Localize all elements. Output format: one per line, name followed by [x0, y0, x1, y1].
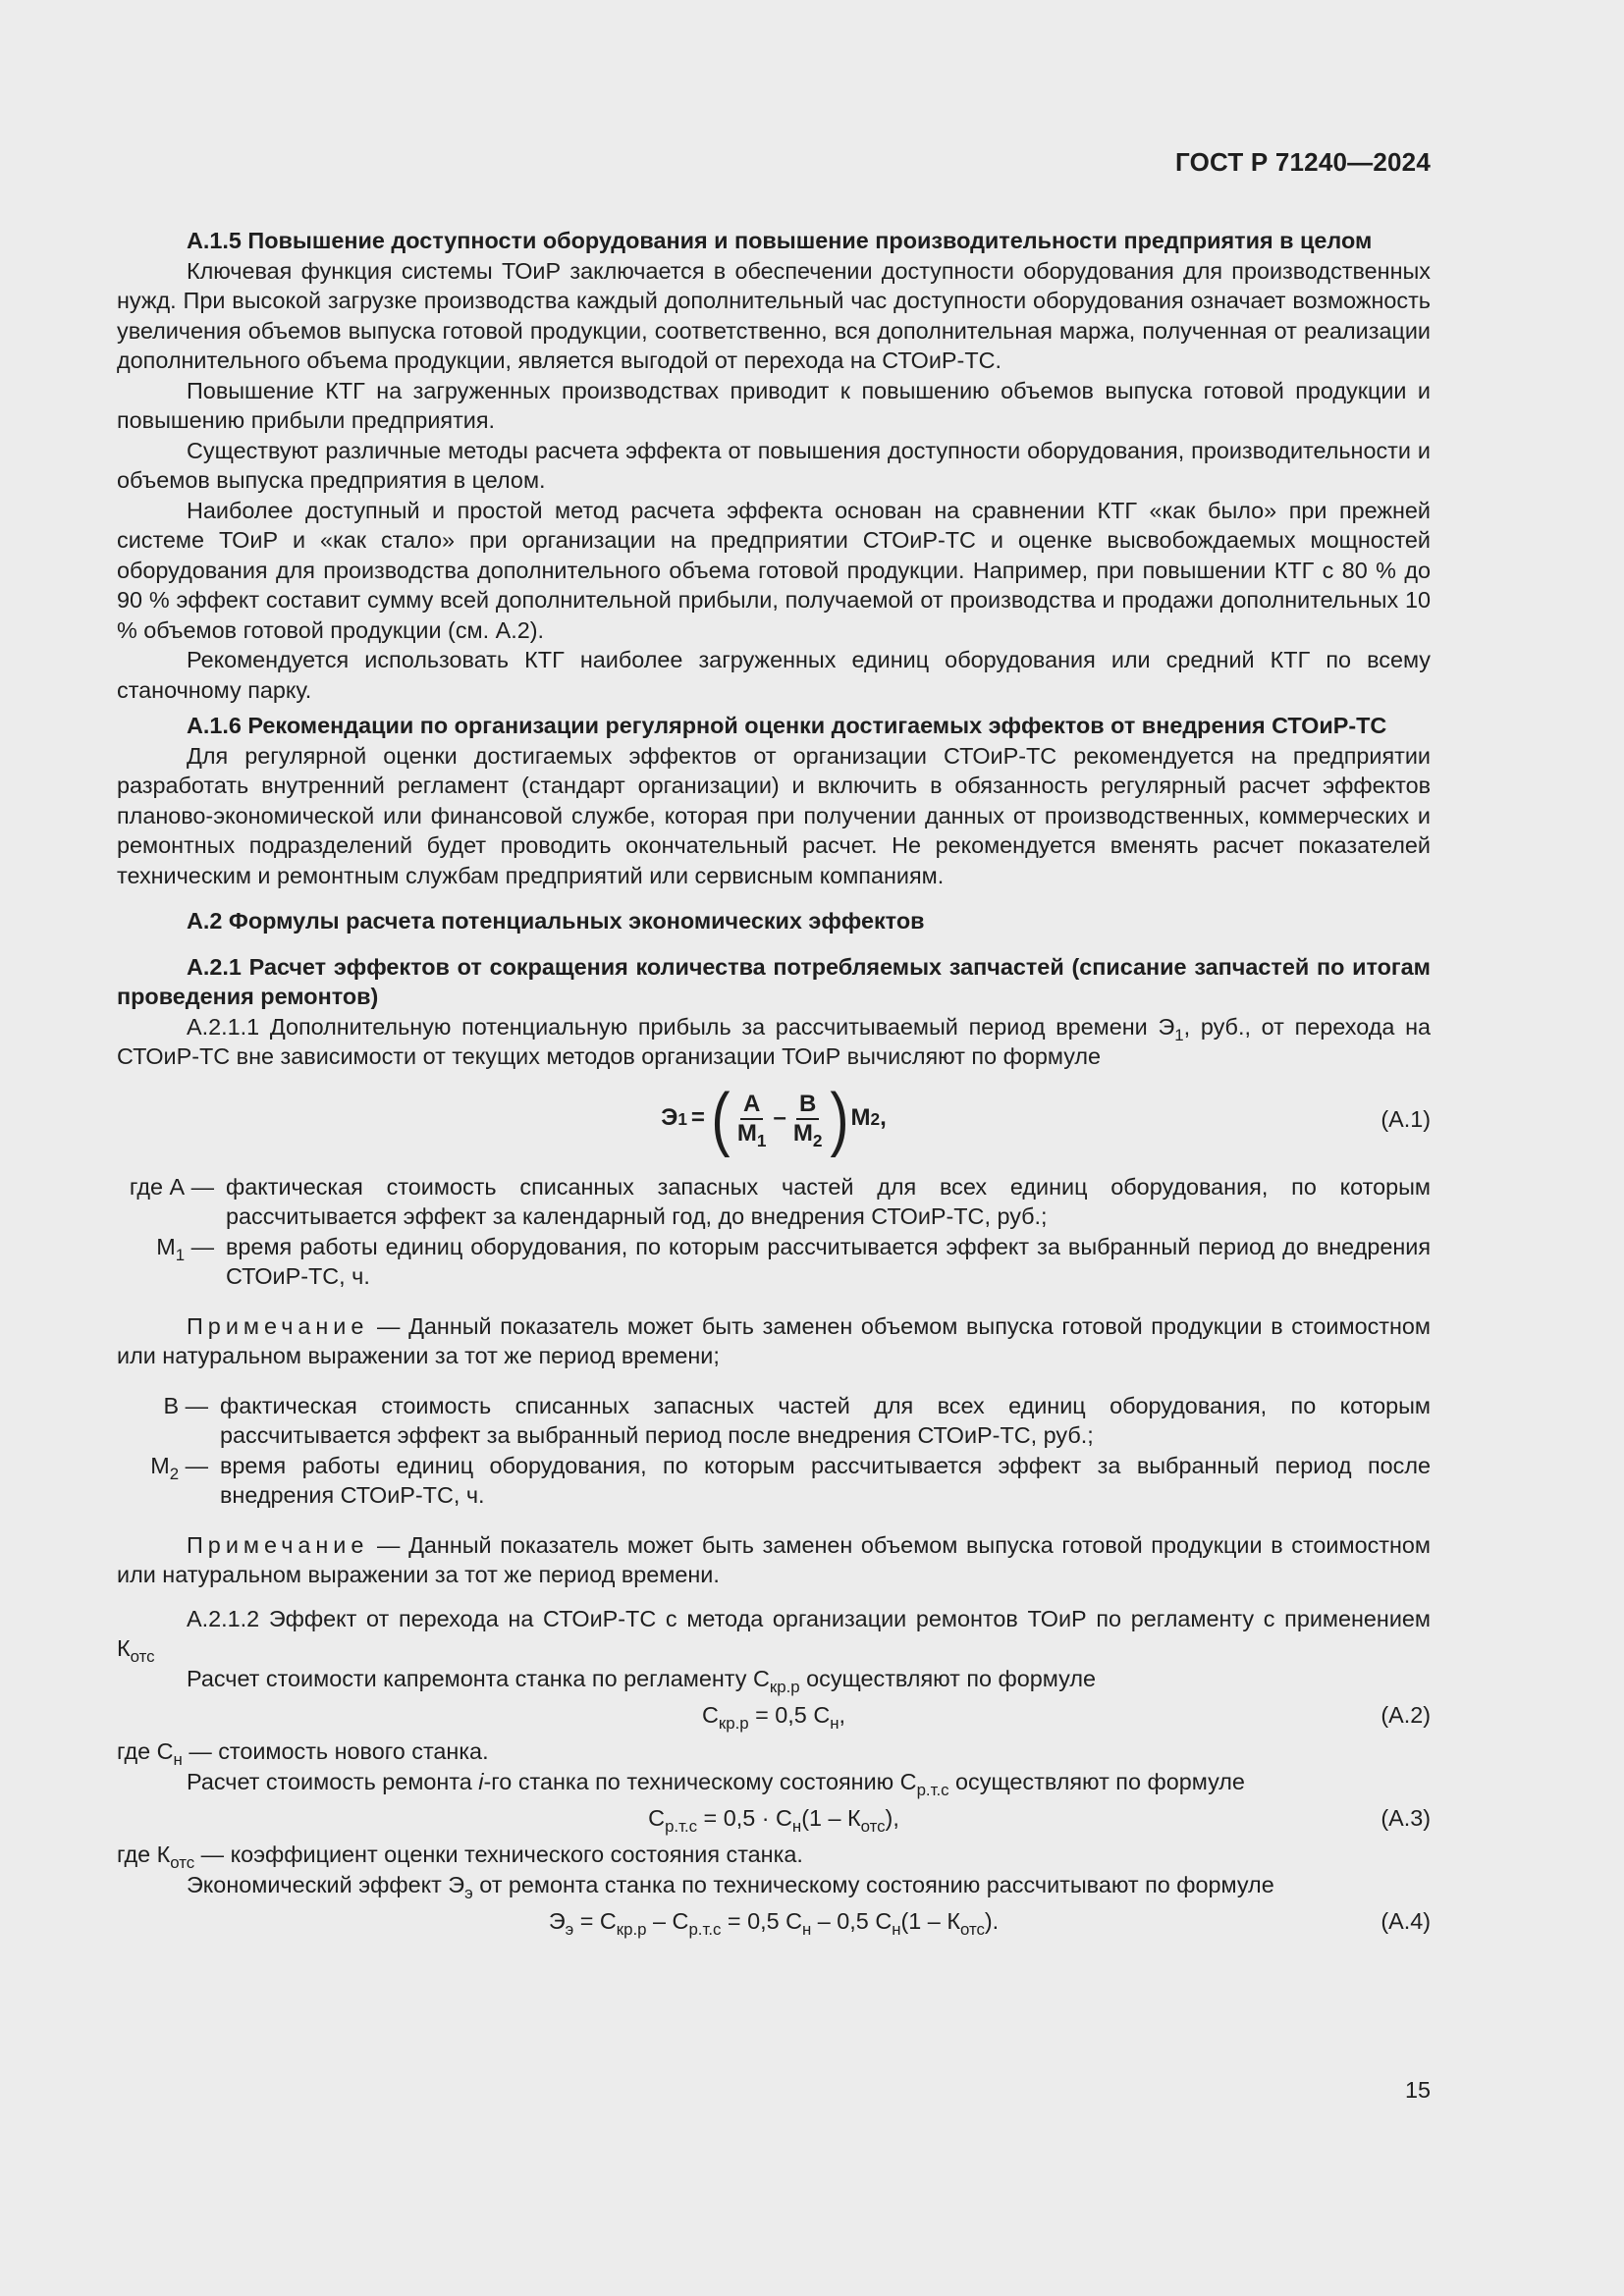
definition-item-b: В — фактическая стоимость списанных запасных частей для всех единиц оборудования, по которым рассчитывается эффект за выбранный период после внедрения СТОиР-ТС, руб.; — [163, 1392, 1431, 1448]
document-code-header: ГОСТ Р 71240—2024 — [1175, 147, 1431, 177]
paragraph-a212: А.2.1.2 Эффект от перехода на СТОиР-ТС с метода организации ремонтов ТОиР по регламенту с применением $К_{отс}$ — [117, 1605, 1431, 1666]
formula-a4-expression: $Э_э = С_{кр.р} - С_{р.т.с} = 0,5$ $С_н - 0,5$ $С_н(1 - К_{отс})$. — [548, 1907, 1000, 1939]
definition-item-m2: $М_2$ — время работы единиц оборудования, по которым рассчитывается эффект за выбранный период после внедрения СТОиР-ТС, ч. — [150, 1452, 1431, 1508]
paragraph: Для регулярной оценки достигаемых эффектов от организации СТОиР-ТС рекомендуется на предприятии разработать внутренний регламент (стандарт организации) и включить в обязанность регулярный расчет эффектов планово-экономической или финансовой службе, которая при получении данных от производственных, коммерческих и ремонтных подразделений будет проводить окончательный расчет. Не рекомендуется вменять расчет показателей техническим и ремонтным службам предприятий или сервисным компаниям. — [117, 742, 1431, 888]
fraction-a-m1: $\frac{А}{М_1}$ — [736, 1090, 767, 1150]
formula-a2-expression: $С_{кр.р} = 0,5$ $С_н$, — [701, 1701, 846, 1733]
paragraph-a211: А.2.1.1 Дополнительную потенциальную прибыль за рассчитываемый период времени $Э_1$, руб., от перехода на СТОиР-ТС вне зависимости от текущих методов организации ТОиР вычисляют по формуле — [117, 1013, 1431, 1069]
note-1: Примечание — Данный показатель может быть заменен объемом выпуска готовой продукции в стоимостном или натуральном выражении за тот же период времени; — [117, 1312, 1431, 1368]
section-heading-a2: А.2 Формулы расчета потенциальных экономических эффектов — [187, 908, 925, 934]
formula-number: (А.2) — [1380, 1701, 1431, 1728]
paragraph: Ключевая функция системы ТОиР заключается в обеспечении доступности оборудования для производственных нужд. При высокой загрузке производства каждый дополнительный час доступности оборудования означает возможность увеличения объемов выпуска готовой продукции, соответственно, вся дополнительная маржа, полученная от реализации дополнительного объема продукции, является выгодой от перехода на СТОиР-ТС. — [117, 257, 1431, 373]
paragraph: Экономический эффект $Э_э$ от ремонта станка по техническому состоянию рассчитывают по формуле — [187, 1871, 1274, 1902]
paragraph: Наиболее доступный и простой метод расчета эффекта основан на сравнении КТГ «как было» при прежней системе ТОиР и «как стало» при организации на предприятии СТОиР-ТС и оценке высвобождаемых мощностей оборудования для производства дополнительного объема готовой продукции. Например, при повышении КТГ с 80 % до 90 % эффект составит сумму всей дополнительной прибыли, получаемой от производства и продажи дополнительных 10 % объемов готовой продукции (см. А.2). — [117, 497, 1431, 643]
formula-number: (А.3) — [1380, 1804, 1431, 1831]
section-heading-a16: А.1.6 Рекомендации по организации регулярной оценки достигаемых эффектов от внедрения СТОиР-ТС — [187, 713, 1387, 738]
section-heading-a15: А.1.5 Повышение доступности оборудования и повышение производительности предприятия в целом — [187, 228, 1373, 253]
paragraph: Рекомендуется использовать КТГ наиболее загруженных единиц оборудования или средний КТГ по всему станочному парку. — [117, 647, 1431, 703]
paragraph: Существуют различные методы расчета эффекта от повышения доступности оборудования, производительности и объемов выпуска предприятия в целом. — [117, 437, 1431, 493]
formula-a3 — [117, 1796, 1431, 1840]
definition-list — [117, 1391, 1431, 1511]
definition-list — [117, 1172, 1431, 1292]
paragraph: Расчет стоимости капремонта станка по регламенту $С_{кр.р}$ осуществляют по формуле — [187, 1665, 1096, 1696]
fraction-b-m2: $\frac{В}{М_2}$ — [792, 1090, 823, 1150]
formula-a1-expression: Э 1 = ( $\frac{А}{М_1}$ – $\frac{В}{М_2}$ ) М 2 , — [661, 1079, 887, 1158]
formula-a1 — [117, 1080, 1431, 1158]
formula-a2 — [117, 1693, 1431, 1736]
open-paren: ( — [711, 1079, 731, 1158]
formula-number: (А.1) — [1380, 1105, 1431, 1132]
formula-number: (А.4) — [1380, 1907, 1431, 1934]
definition-item-a: где А — фактическая стоимость списанных запасных частей для всех единиц оборудования, по которым рассчитывается эффект за календарный год, до внедрения СТОиР-ТС, руб.; — [129, 1173, 1431, 1229]
paragraph: Повышение КТГ на загруженных производствах приводит к повышению объемов выпуска готовой продукции и повышению прибыли предприятия. — [117, 377, 1431, 433]
formula-a4 — [117, 1899, 1431, 1943]
definition-item-m1: $М_1$ — время работы единиц оборудования, по которым рассчитывается эффект за выбранный период до внедрения СТОиР-ТС, ч. — [156, 1233, 1431, 1289]
close-paren: ) — [829, 1079, 849, 1158]
note-2: Примечание — Данный показатель может быть заменен объемом выпуска готовой продукции в стоимостном или натуральном выражении за тот же период времени. — [117, 1531, 1431, 1587]
where-clause: где $С_н$ — стоимость нового станка. — [117, 1738, 489, 1769]
section-heading-a21: А.2.1 Расчет эффектов от сокращения количества потребляемых запчастей (списание запчастей по итогам проведения ремонтов) — [117, 953, 1431, 1009]
paragraph: Расчет стоимость ремонта i-го станка по техническому состоянию $С_{р.т.с}$ осуществляют по формуле — [187, 1768, 1245, 1799]
page-number: 15 — [1404, 2077, 1431, 2103]
page-content — [117, 147, 1431, 1943]
formula-a3-expression: $С_{р.т.с} = 0,5 \cdot С_н(1 - К_{отс})$, — [648, 1804, 899, 1836]
where-clause: где $К_{отс}$ — коэффициент оценки технического состояния станка. — [117, 1842, 803, 1872]
